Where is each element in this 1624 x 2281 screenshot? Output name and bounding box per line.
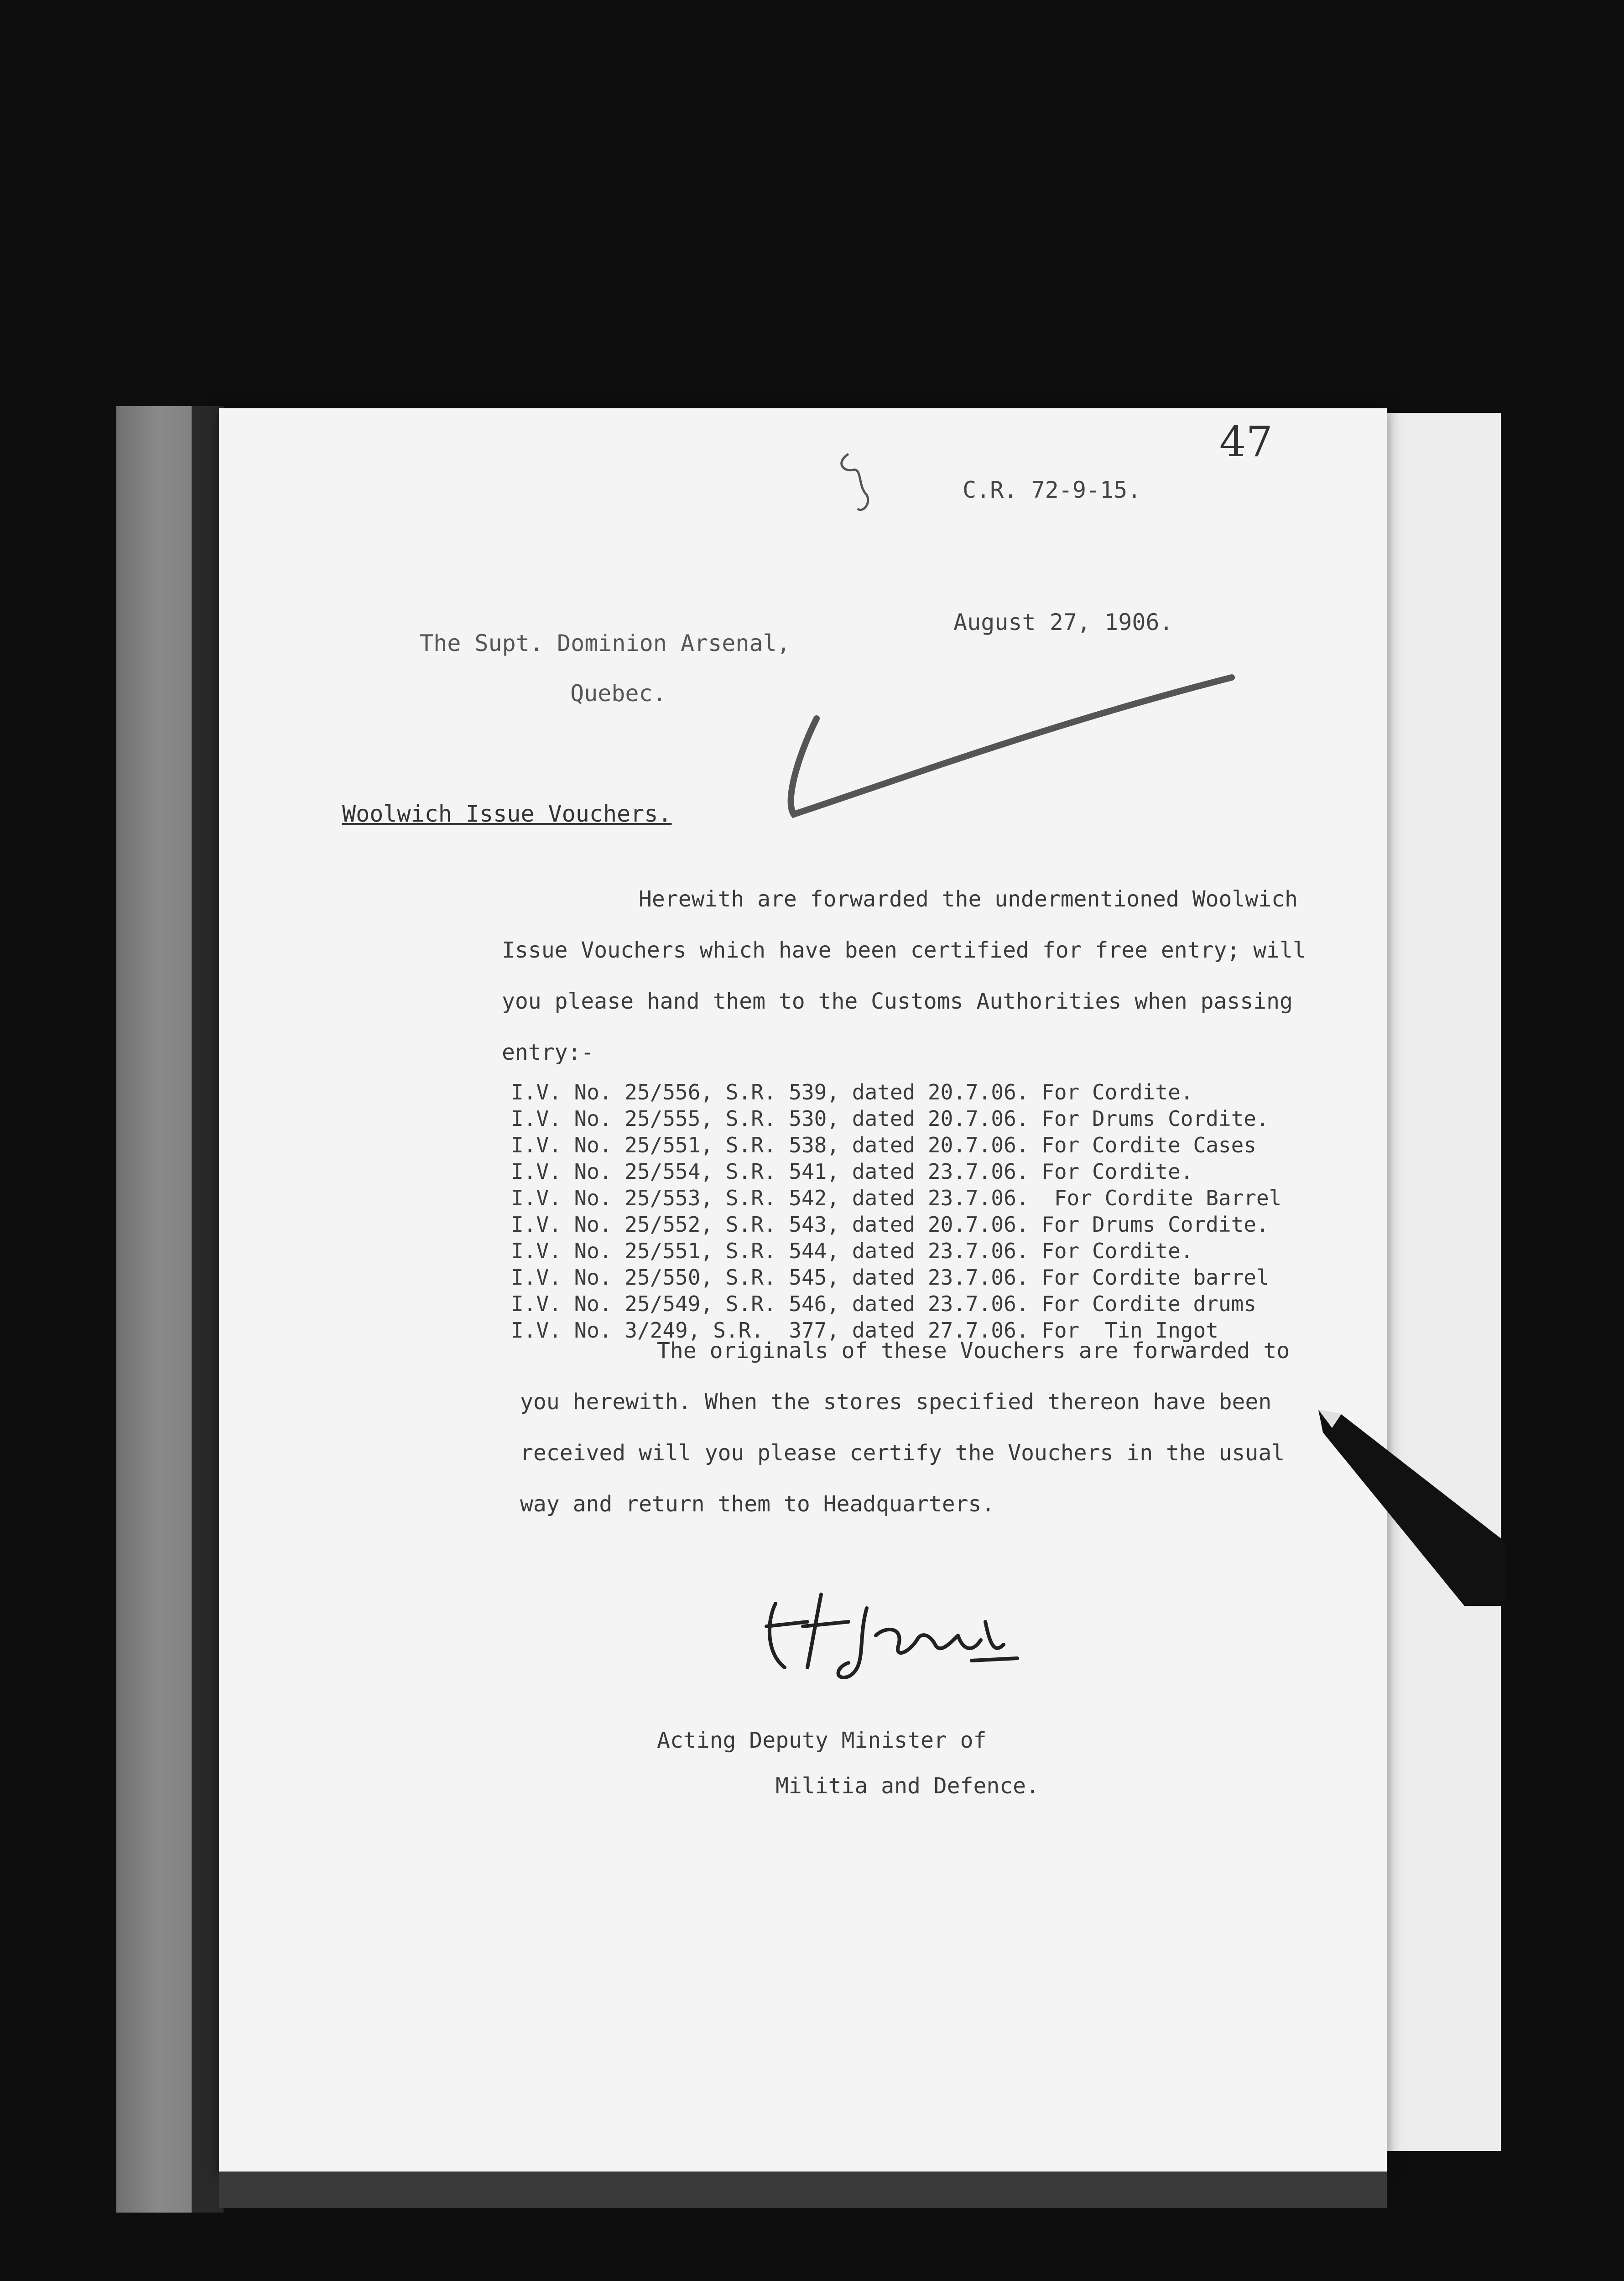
page-number: 47	[1219, 417, 1273, 466]
handwritten-signature	[757, 1576, 1022, 1681]
addressee-city: Quebec.	[570, 680, 666, 707]
bottom-shadow-band	[219, 2172, 1387, 2208]
addressee-block	[420, 618, 791, 719]
voucher-item: I.V. No. 25/555, S.R. 530, dated 20.7.06. For Drums Cordite.	[511, 1106, 1269, 1131]
signatory-title	[657, 1718, 1039, 1809]
handwritten-initial-mark	[830, 445, 885, 518]
subject-line: Woolwich Issue Vouchers.	[342, 801, 672, 827]
voucher-item: I.V. No. 25/553, S.R. 542, dated 23.7.06. For Cordite Barrel	[511, 1186, 1282, 1210]
voucher-item: I.V. No. 25/551, S.R. 538, dated 20.7.06. For Cordite Cases	[511, 1133, 1256, 1157]
letter-page	[219, 408, 1387, 2174]
closing-paragraph: The originals of these Vouchers are forwarded to you herewith. When the stores specified thereon have been received will you please certify the Vouchers in the usual way and return them to Headquarters.	[520, 1338, 1290, 1517]
pen-pointer	[1314, 1405, 1505, 1606]
letter-date: August 27, 1906.	[953, 609, 1173, 635]
signatory-title-line: Acting Deputy Minister of	[657, 1728, 987, 1753]
voucher-item: I.V. No. 25/551, S.R. 544, dated 23.7.06. For Cordite.	[511, 1239, 1193, 1263]
voucher-item: I.V. No. 25/550, S.R. 545, dated 23.7.06. For Cordite barrel	[511, 1265, 1269, 1290]
voucher-item: I.V. No. 25/556, S.R. 539, dated 20.7.06. For Cordite.	[511, 1080, 1193, 1104]
file-reference: C.R. 72-9-15.	[963, 477, 1141, 503]
voucher-item: I.V. No. 25/552, S.R. 543, dated 20.7.06. For Drums Cordite.	[511, 1212, 1269, 1237]
voucher-item: I.V. No. 3/249, S.R. 377, dated 27.7.06. For Tin Ingot	[511, 1318, 1218, 1343]
voucher-item: I.V. No. 25/549, S.R. 546, dated 23.7.06. For Cordite drums	[511, 1292, 1256, 1316]
voucher-list	[511, 1079, 1281, 1344]
pen-check-mark	[780, 664, 1236, 828]
addressee-line: The Supt. Dominion Arsenal,	[420, 630, 791, 656]
intro-paragraph: Herewith are forwarded the undermentioned Woolwich Issue Vouchers which have been certified for free entry; will you please hand them to the Customs Authorities when passing entry:-	[502, 886, 1306, 1065]
voucher-item: I.V. No. 25/554, S.R. 541, dated 23.7.06. For Cordite.	[511, 1159, 1193, 1184]
signatory-department: Militia and Defence.	[776, 1773, 1039, 1799]
